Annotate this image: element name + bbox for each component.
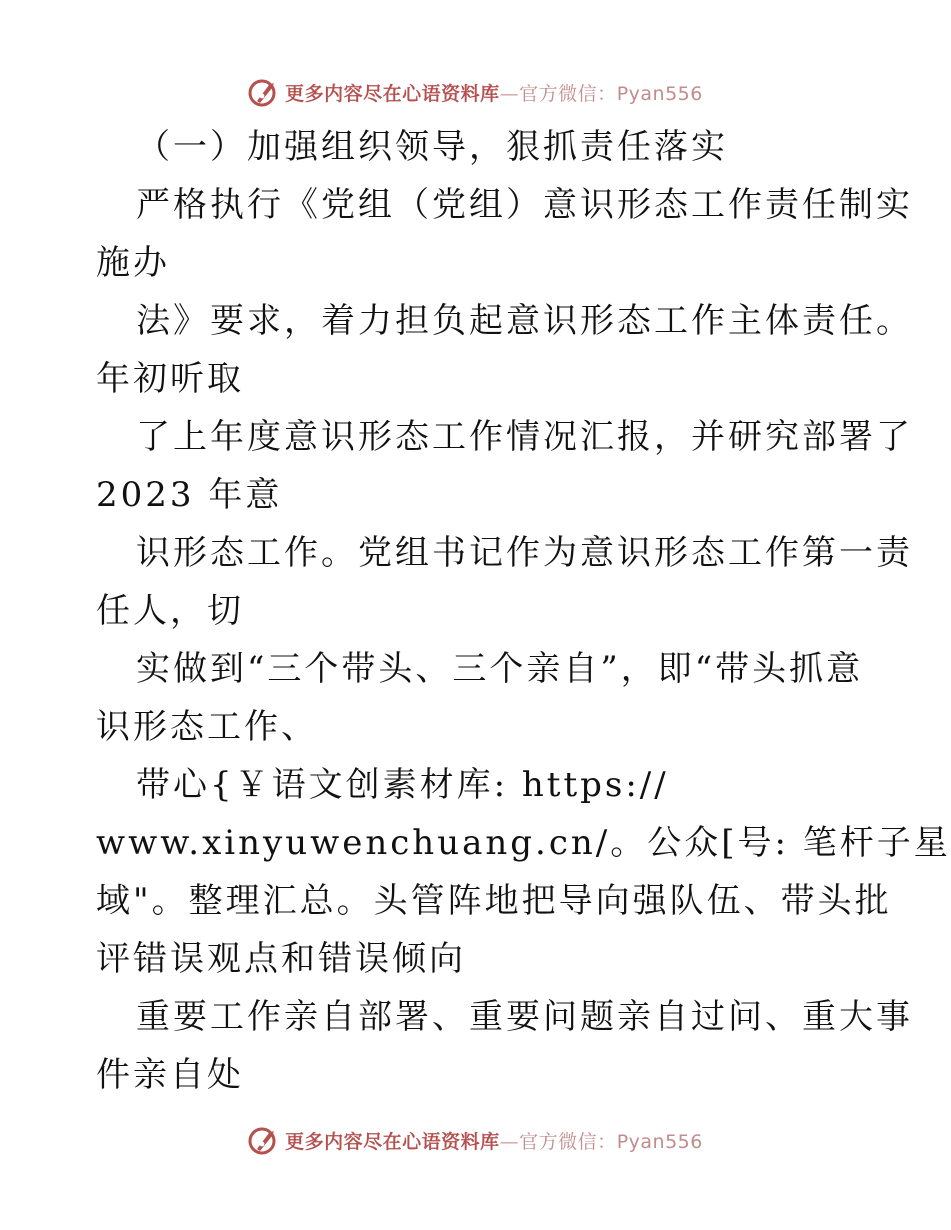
document-body <box>96 118 951 1104</box>
watermark-wechat-label: 官方微信： <box>519 82 617 105</box>
text-line: 了上年度意识形态工作情况汇报，并研究部署了 <box>136 417 913 457</box>
watermark-wechat-id: Pyan556 <box>616 82 703 105</box>
text-line: 2023 年意 <box>96 475 283 515</box>
pen-nib-logo-icon <box>247 75 281 109</box>
watermark-wechat-id: Pyan556 <box>616 1130 703 1153</box>
text-line: 施办 <box>96 243 170 283</box>
watermark-brand: 更多内容尽在心语资料库 <box>285 82 500 105</box>
text-line: 识形态工作、 <box>96 707 318 747</box>
text-line: 重要工作亲自部署、重要问题亲自过问、重大事 <box>136 997 913 1037</box>
watermark-separator: — <box>499 82 520 105</box>
footer-watermark <box>0 1120 950 1160</box>
text-line: 带心{￥语文创素材库: https:// <box>136 765 669 805</box>
pen-nib-logo-icon <box>247 1123 281 1157</box>
text-line: 评错误观点和错误倾向 <box>96 939 466 979</box>
watermark-wechat-label: 官方微信： <box>519 1130 617 1153</box>
text-line: 年初听取 <box>96 359 244 399</box>
text-line: 实做到“三个带头、三个亲自”，即“带头抓意 <box>136 649 864 689</box>
section-heading: （一）加强组织领导，狠抓责任落实 <box>136 127 728 167</box>
watermark-text <box>285 79 703 106</box>
text-line: 任人，切 <box>96 591 244 631</box>
text-line: www.xinyuwenchuang.cn/。公众[号: 笔杆子星 <box>96 823 951 863</box>
text-line: 严格执行《党组（党组）意识形态工作责任制实 <box>136 185 913 225</box>
text-line: 识形态工作。党组书记作为意识形态工作第一责 <box>136 533 913 573</box>
text-line: 域"。整理汇总。头管阵地把导向强队伍、带头批 <box>96 881 892 921</box>
watermark-brand: 更多内容尽在心语资料库 <box>285 1130 500 1153</box>
text-line: 法》要求，着力担负起意识形态工作主体责任。 <box>136 301 913 341</box>
watermark-separator: — <box>499 1130 520 1153</box>
text-line: 件亲自处 <box>96 1055 244 1095</box>
header-watermark <box>0 72 950 112</box>
watermark-text <box>285 1127 703 1154</box>
